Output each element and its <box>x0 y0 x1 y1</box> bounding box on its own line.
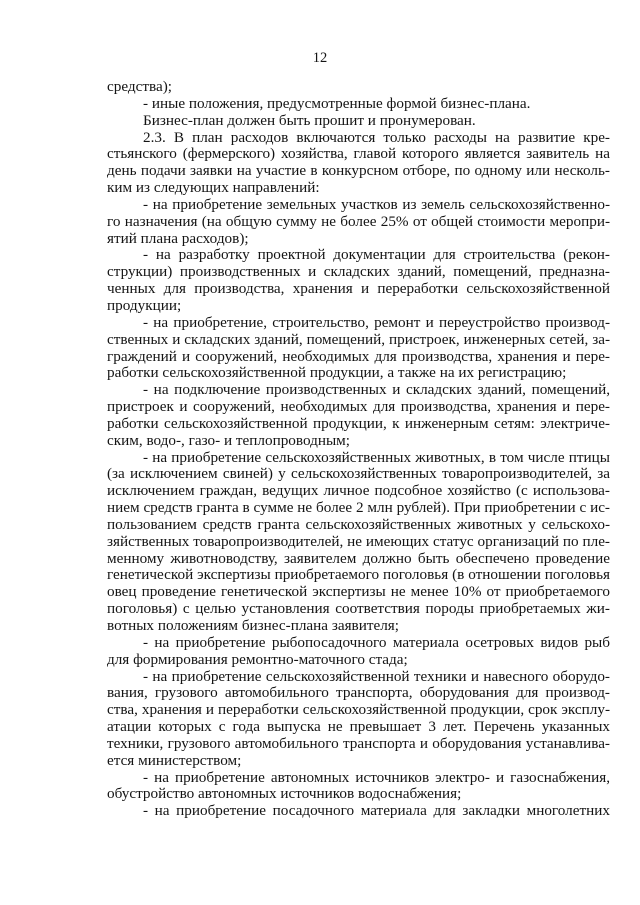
text-line: техники, грузового автомобильного транспорта и оборудования устанавлива- <box>107 735 610 752</box>
text-line: зяйственных товаропроизводителей, не имеющих статус организаций по пле- <box>107 533 610 550</box>
text-line: атации которых с года выпуска не превышает 3 лет. Перечень указанных <box>107 719 610 736</box>
text-line: пользованием средств гранта сельскохозяйственных животных у сельскохо- <box>107 516 610 533</box>
text-line: менному животноводству, заявителем должно быть обеспечено проведение <box>107 550 610 567</box>
text-line: граждений и сооружений, необходимых для производства, хранения и пере- <box>107 348 610 365</box>
text-line: (за исключением свиней) у сельскохозяйственных товаропроизводителей, за <box>107 466 610 483</box>
text-line: го назначения (на общую сумму не более 25% от общей стоимости меропри- <box>107 213 610 230</box>
text-line: ственных и складских зданий, помещений, пристроек, инженерных сетей, за- <box>107 331 610 348</box>
text-line: - на приобретение сельскохозяйственной техники и навесного оборудо- <box>143 668 610 685</box>
text-line: ятий плана расходов); <box>107 230 249 247</box>
text-line: овец проведение генетической экспертизы не менее 10% от приобретаемого <box>107 584 610 601</box>
text-line: ства, хранения и переработки сельскохозяйственной продукции, срок эксплу- <box>107 702 610 719</box>
text-line: - на приобретение сельскохозяйственных животных, в том числе птицы <box>143 449 610 466</box>
text-line: обустройство автономных источников водоснабжения; <box>107 786 462 803</box>
text-line: генетической экспертизы приобретаемого поголовья (в отношении поголовья <box>107 567 610 584</box>
text-line: ким из следующих направлений: <box>107 180 320 197</box>
document-body <box>107 79 610 820</box>
text-line: пристроек и сооружений, необходимых для производства, хранения и пере- <box>107 399 610 416</box>
text-line: исключением граждан, ведущих личное подсобное хозяйство (с использова- <box>107 483 610 500</box>
text-line: - на приобретение земельных участков из земель сельскохозяйственно- <box>143 196 610 213</box>
text-line: вания, грузового автомобильного транспорта, оборудования для производ- <box>107 685 610 702</box>
text-line: работки сельскохозяйственной продукции, а также на их регистрацию; <box>107 365 567 382</box>
text-line: ется министерством; <box>107 752 242 769</box>
text-line: струкции) производственных и складских зданий, помещений, предназна- <box>107 264 610 281</box>
text-line: ским, водо-, газо- и теплопроводным; <box>107 432 351 449</box>
text-line: 2.3. В план расходов включаются только расходы на развитие кре- <box>143 129 610 146</box>
text-line: поголовья) с целью установления соответствия породы приобретаемых жи- <box>107 601 610 618</box>
text-line: - на приобретение рыбопосадочного материала осетровых видов рыб <box>143 634 610 651</box>
text-line: - на разработку проектной документации для строительства (рекон- <box>143 247 610 264</box>
text-line: - на приобретение посадочного материала для закладки многолетних <box>143 803 610 820</box>
text-line: - иные положения, предусмотренные формой бизнес-плана. <box>143 95 531 112</box>
text-line: продукции; <box>107 297 182 314</box>
text-line: стьянского (фермерского) хозяйства, главой которого является заявитель на <box>107 146 610 163</box>
text-line: работки сельскохозяйственной продукции, к инженерным сетям: электриче- <box>107 415 610 432</box>
text-line: средства); <box>107 79 172 95</box>
text-line: для формирования ремонтно-маточного стада; <box>107 651 408 668</box>
text-line: нием средств гранта в сумме не более 2 млн рублей). При приобретении с ис- <box>107 500 610 517</box>
page-number: 12 <box>312 50 328 66</box>
text-line: - на приобретение, строительство, ремонт и переустройство производ- <box>143 314 610 331</box>
text-line: ченных для производства, хранения и переработки сельскохозяйственной <box>107 281 610 298</box>
text-line: Бизнес-план должен быть прошит и пронумерован. <box>143 112 476 129</box>
text-line: - на подключение производственных и складских зданий, помещений, <box>143 382 610 399</box>
text-line: день подачи заявки на участие в конкурсном отборе, по одному или несколь- <box>107 163 610 180</box>
text-line: - на приобретение автономных источников электро- и газоснабжения, <box>143 769 610 786</box>
text-line: вотных положениям бизнес-плана заявителя; <box>107 618 400 634</box>
